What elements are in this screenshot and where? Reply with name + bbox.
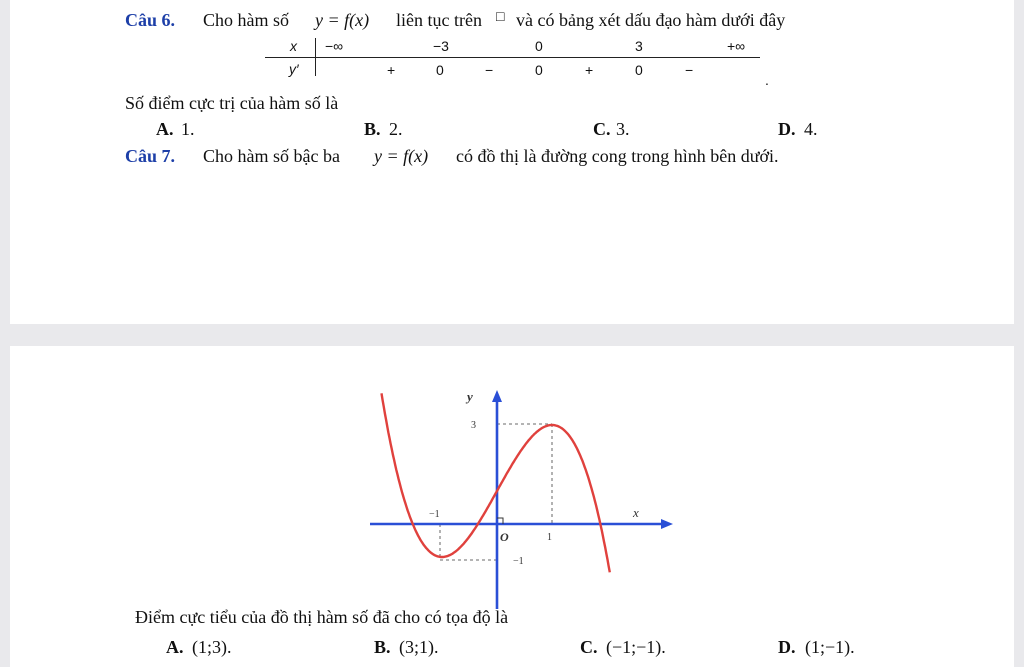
sign: − xyxy=(685,62,694,78)
q7-label: Câu 7. xyxy=(125,146,176,166)
sign: 0 xyxy=(635,62,643,78)
tick-label-neg1-y: −1 xyxy=(513,556,524,567)
q6-option-d-letter: D. xyxy=(778,119,796,139)
table-column-divider xyxy=(315,38,316,76)
q7-option-a-letter: A. xyxy=(166,637,184,657)
q7-option-b[interactable]: (3;1). xyxy=(399,637,439,657)
q7-function: y = f(x) xyxy=(374,146,429,166)
row-label-x: x xyxy=(290,38,297,54)
y-axis-label: y xyxy=(467,389,473,404)
q6-label: Câu 6. xyxy=(125,10,176,30)
sign: 0 xyxy=(436,62,444,78)
sign: 0 xyxy=(535,62,543,78)
q6-option-c[interactable]: 3. xyxy=(616,119,630,139)
x-value: 3 xyxy=(635,38,643,54)
row-label-yprime: y′ xyxy=(289,61,299,77)
cubic-graph xyxy=(355,384,675,614)
x-value: 0 xyxy=(535,38,543,54)
set-symbol: □ xyxy=(496,10,505,25)
q7-option-d[interactable]: (1;−1). xyxy=(805,637,855,657)
q7-option-a[interactable]: (1;3). xyxy=(192,637,232,657)
x-value: −3 xyxy=(433,38,449,54)
q7-option-d-letter: D. xyxy=(778,637,796,657)
sign: + xyxy=(387,62,396,78)
sign-table xyxy=(265,36,769,88)
q7-option-c[interactable]: (−1;−1). xyxy=(606,637,666,657)
x-axis-label: x xyxy=(633,505,639,520)
x-value: −∞ xyxy=(325,38,344,54)
q7-question: Điểm cực tiểu của đồ thị hàm số đã cho có tọa độ là xyxy=(135,607,509,627)
q6-stem-after: liên tục trên xyxy=(396,10,482,30)
y-axis-arrow xyxy=(492,390,502,402)
tick-label-3: 3 xyxy=(471,420,476,431)
x-value: +∞ xyxy=(727,38,746,54)
q6-stem-before: Cho hàm số xyxy=(203,10,290,30)
tick-label-1: 1 xyxy=(547,532,552,543)
q7-stem-before: Cho hàm số bậc ba xyxy=(203,146,340,166)
q6-option-a-letter: A. xyxy=(156,119,174,139)
q7-option-c-letter: C. xyxy=(580,637,598,657)
origin-label: O xyxy=(500,530,509,544)
q7-option-b-letter: B. xyxy=(374,637,391,657)
q6-option-b-letter: B. xyxy=(364,119,381,139)
q6-stem-end: và có bảng xét dấu đạo hàm dưới đây xyxy=(516,10,786,30)
table-divider xyxy=(265,57,760,58)
q6-function: y = f(x) xyxy=(315,10,370,30)
q6-option-c-letter: C. xyxy=(593,119,611,139)
page-top xyxy=(10,0,1014,324)
sign: + xyxy=(585,62,594,78)
x-axis-arrow xyxy=(661,519,673,529)
q7-stem-after: có đồ thị là đường cong trong hình bên dưới. xyxy=(456,146,779,166)
q6-option-a[interactable]: 1. xyxy=(181,119,195,139)
q6-option-b[interactable]: 2. xyxy=(389,119,403,139)
page-bottom xyxy=(10,346,1014,667)
cubic-curve xyxy=(382,393,610,572)
table-end-dot: . xyxy=(765,72,769,88)
q6-option-d[interactable]: 4. xyxy=(804,119,818,139)
tick-label-neg1-x: −1 xyxy=(429,509,440,520)
sign: − xyxy=(485,62,494,78)
q6-question: Số điểm cực trị của hàm số là xyxy=(125,93,339,113)
